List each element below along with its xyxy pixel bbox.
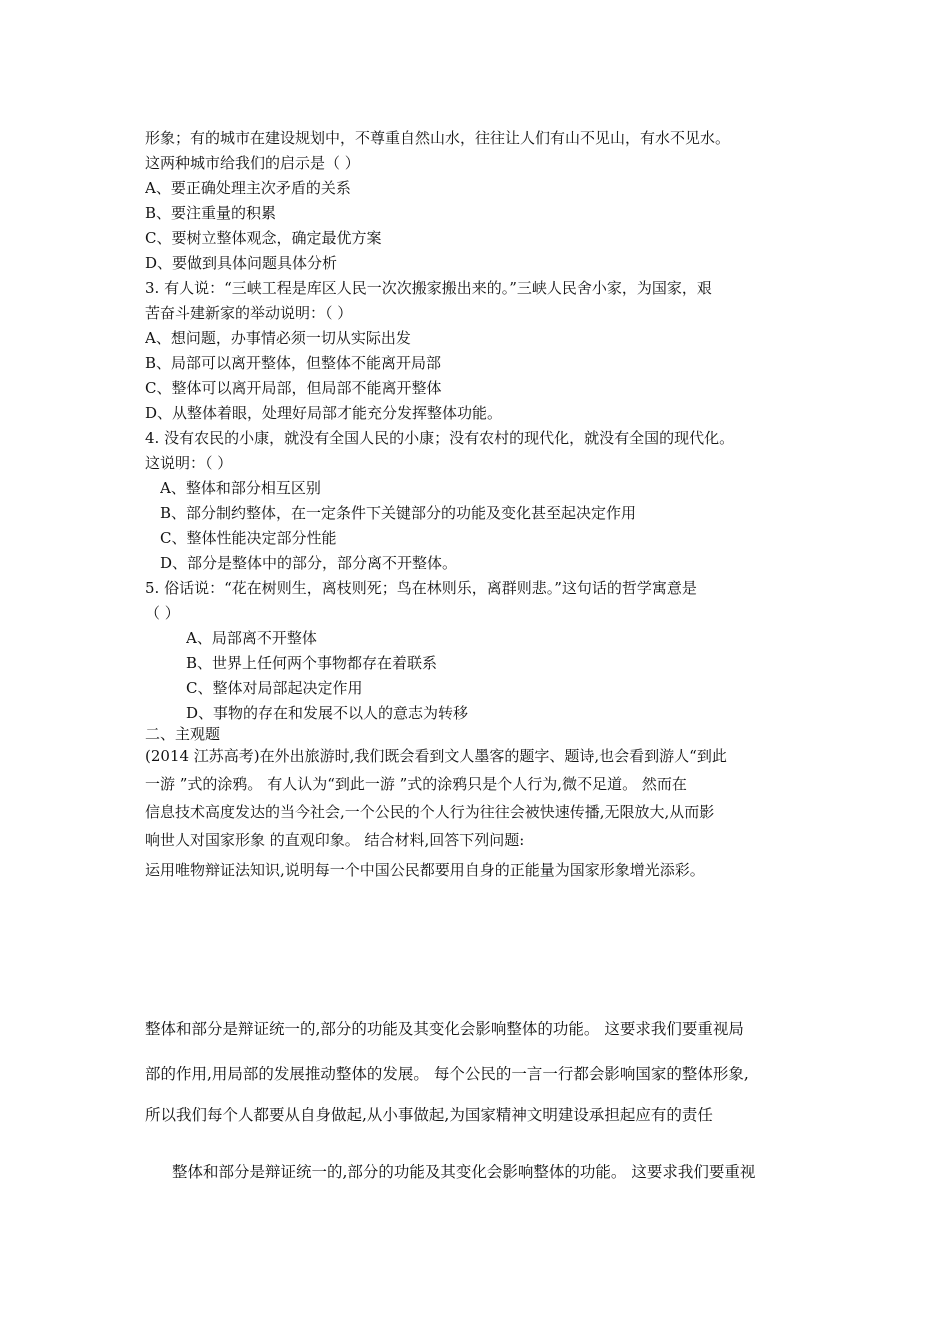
q4-text-line-2: 这说明：（ ） xyxy=(145,454,233,472)
section-heading: 二、主观题 xyxy=(145,725,221,743)
q5-option-a: A、局部离不开整体 xyxy=(186,629,317,647)
q5-option-c: C、整体对局部起决定作用 xyxy=(186,679,363,697)
question-prompt: 运用唯物辩证法知识,说明每一个中国公民都要用自身的正能量为国家形象增光添彩。 xyxy=(145,861,705,879)
q3-option-c: C、整体可以离开局部，但局部不能离开整体 xyxy=(145,379,442,397)
q4-option-a: A、整体和部分相互区别 xyxy=(160,479,321,497)
q3-option-d: D、从整体着眼，处理好局部才能充分发挥整体功能。 xyxy=(145,404,503,422)
q4-option-c: C、整体性能决定部分性能 xyxy=(160,529,337,547)
answer-line-2: 部的作用,用局部的发展推动整体的发展。 每个公民的一言一行都会影响国家的整体形象, xyxy=(145,1065,749,1083)
q3-option-a: A、想问题，办事情必须一切从实际出发 xyxy=(145,329,411,347)
q2-option-d: D、要做到具体问题具体分析 xyxy=(145,254,338,272)
q5-option-b: B、世界上任何两个事物都存在着联系 xyxy=(186,654,438,672)
q5-text-line-1: 5. 俗话说：“花在树则生，离枝则死；鸟在林则乐，离群则悲。”这句话的哲学寓意是 xyxy=(145,579,697,597)
material-line-1: (2014 江苏高考)在外出旅游时,我们既会看到文人墨客的题字、题诗,也会看到游人“到此 xyxy=(145,747,727,765)
q2-text-line-2: 这两种城市给我们的启示是（ ） xyxy=(145,154,360,172)
q2-text-line-1: 形象；有的城市在建设规划中，不尊重自然山水，往往让人们有山不见山，有水不见水。 xyxy=(145,129,731,147)
q2-option-c: C、要树立整体观念，确定最优方案 xyxy=(145,229,382,247)
q4-option-b: B、部分制约整体，在一定条件下关键部分的功能及变化甚至起决定作用 xyxy=(160,504,637,522)
q3-text-line-2: 苦奋斗建新家的举动说明：（ ） xyxy=(145,304,353,322)
material-line-4: 响世人对国家形象 的直观印象。 结合材料,回答下列问题: xyxy=(145,831,525,849)
q3-text-line-1: 3. 有人说：“三峡工程是库区人民一次次搬家搬出来的。”三峡人民舍小家，为国家，艰 xyxy=(145,279,712,297)
q2-option-b: B、要注重量的积累 xyxy=(145,204,277,222)
answer-repeat-line: 整体和部分是辩证统一的,部分的功能及其变化会影响整体的功能。 这要求我们要重视 xyxy=(172,1163,756,1181)
q5-option-d: D、事物的存在和发展不以人的意志为转移 xyxy=(186,704,469,722)
answer-line-1: 整体和部分是辩证统一的,部分的功能及其变化会影响整体的功能。 这要求我们要重视局 xyxy=(145,1020,744,1038)
q4-text-line-1: 4. 没有农民的小康，就没有全国人民的小康；没有农村的现代化，就没有全国的现代化。 xyxy=(145,429,735,447)
material-line-3: 信息技术高度发达的当今社会,一个公民的个人行为往往会被快速传播,无限放大,从而影 xyxy=(145,803,715,821)
q4-option-d: D、部分是整体中的部分，部分离不开整体。 xyxy=(160,554,458,572)
q5-text-line-2: （ ） xyxy=(145,604,180,622)
answer-line-3: 所以我们每个人都要从自身做起,从小事做起,为国家精神文明建设承担起应有的责任 xyxy=(145,1106,713,1124)
q3-option-b: B、局部可以离开整体，但整体不能离开局部 xyxy=(145,354,442,372)
material-line-2: 一游 ”式的涂鸦。 有人认为“到此一游 ”式的涂鸦只是个人行为,微不足道。 然而在 xyxy=(145,775,687,793)
q2-option-a: A、要正确处理主次矛盾的关系 xyxy=(145,179,351,197)
